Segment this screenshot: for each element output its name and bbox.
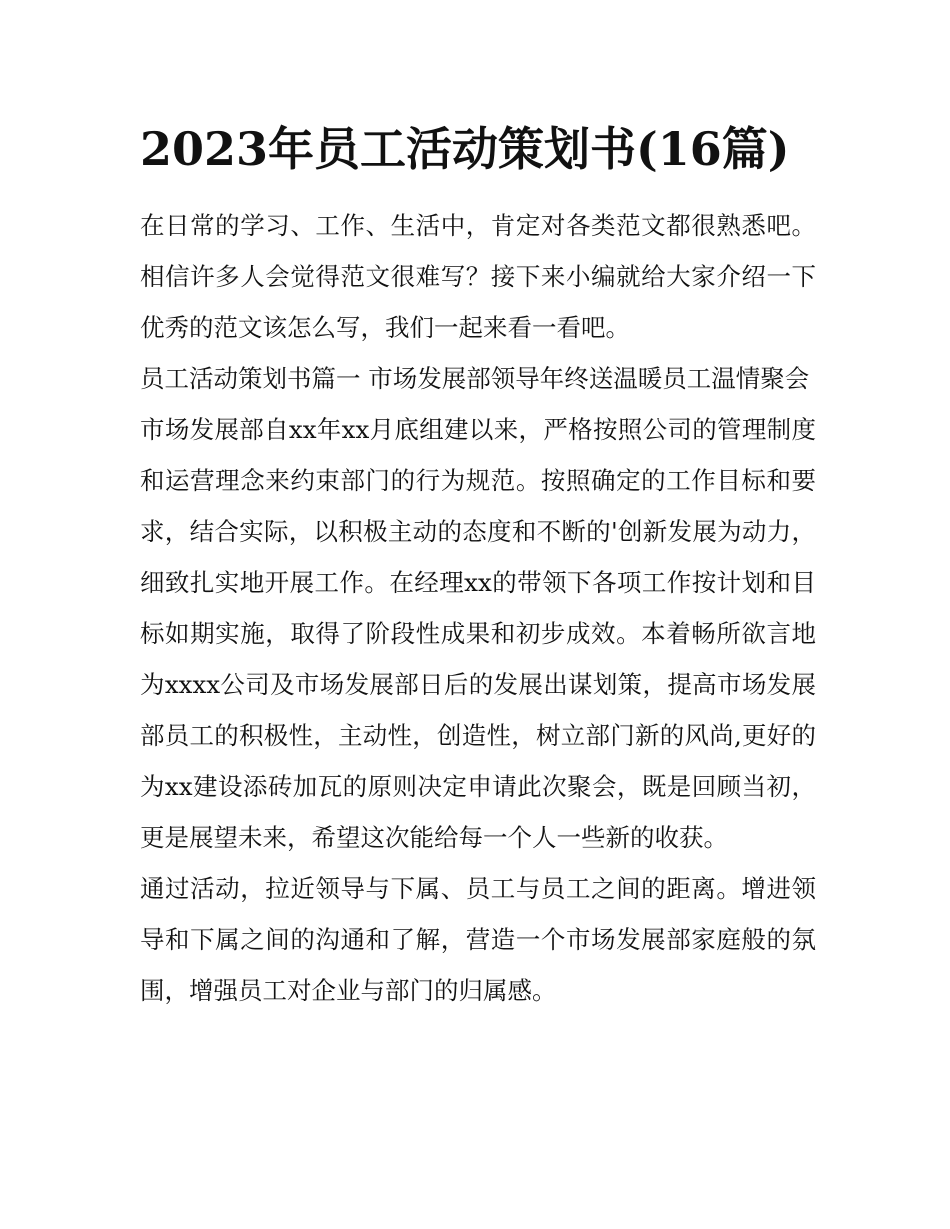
paragraph-purpose: 通过活动，拉近领导与下属、员工与员工之间的距离。增进领导和下属之间的沟通和了解，营造一个市场发展部家庭般的氛围，增强员工对企业与部门的归属感。 bbox=[140, 874, 816, 1005]
paragraph-intro: 在日常的学习、工作、生活中，肯定对各类范文都很熟悉吧。相信许多人会觉得范文很难写？接下来小编就给大家介绍一下优秀的范文该怎么写，我们一起来看一看吧。 bbox=[140, 211, 816, 342]
paragraph-background: 市场发展部自xx年xx月底组建以来，严格按照公司的管理制度和运营理念来约束部门的行为规范。按照确定的工作目标和要求，结合实际，以积极主动的态度和不断的'创新发展为动力，细致扎实地开展工作。在经理xx的带领下各项工作按计划和目标如期实施，取得了阶段性成果和初步成效。本着畅所欲言地为xxxx公司及市场发展部日后的发展出谋划策，提高市场发展部员工的积极性，主动性，创造性，树立部门新的风尚,更好的为xx建设添砖加瓦的原则决定申请此次聚会，既是回顾当初，更是展望未来，希望这次能给每一个人一些新的收获。 bbox=[140, 415, 816, 852]
section-heading: 员工活动策划书篇一 市场发展部领导年终送温暖员工温情聚会 bbox=[140, 364, 810, 393]
document-body bbox=[140, 200, 816, 1016]
document-content bbox=[140, 120, 816, 1016]
document-title: 2023年员工活动策划书(16篇) bbox=[140, 122, 790, 176]
